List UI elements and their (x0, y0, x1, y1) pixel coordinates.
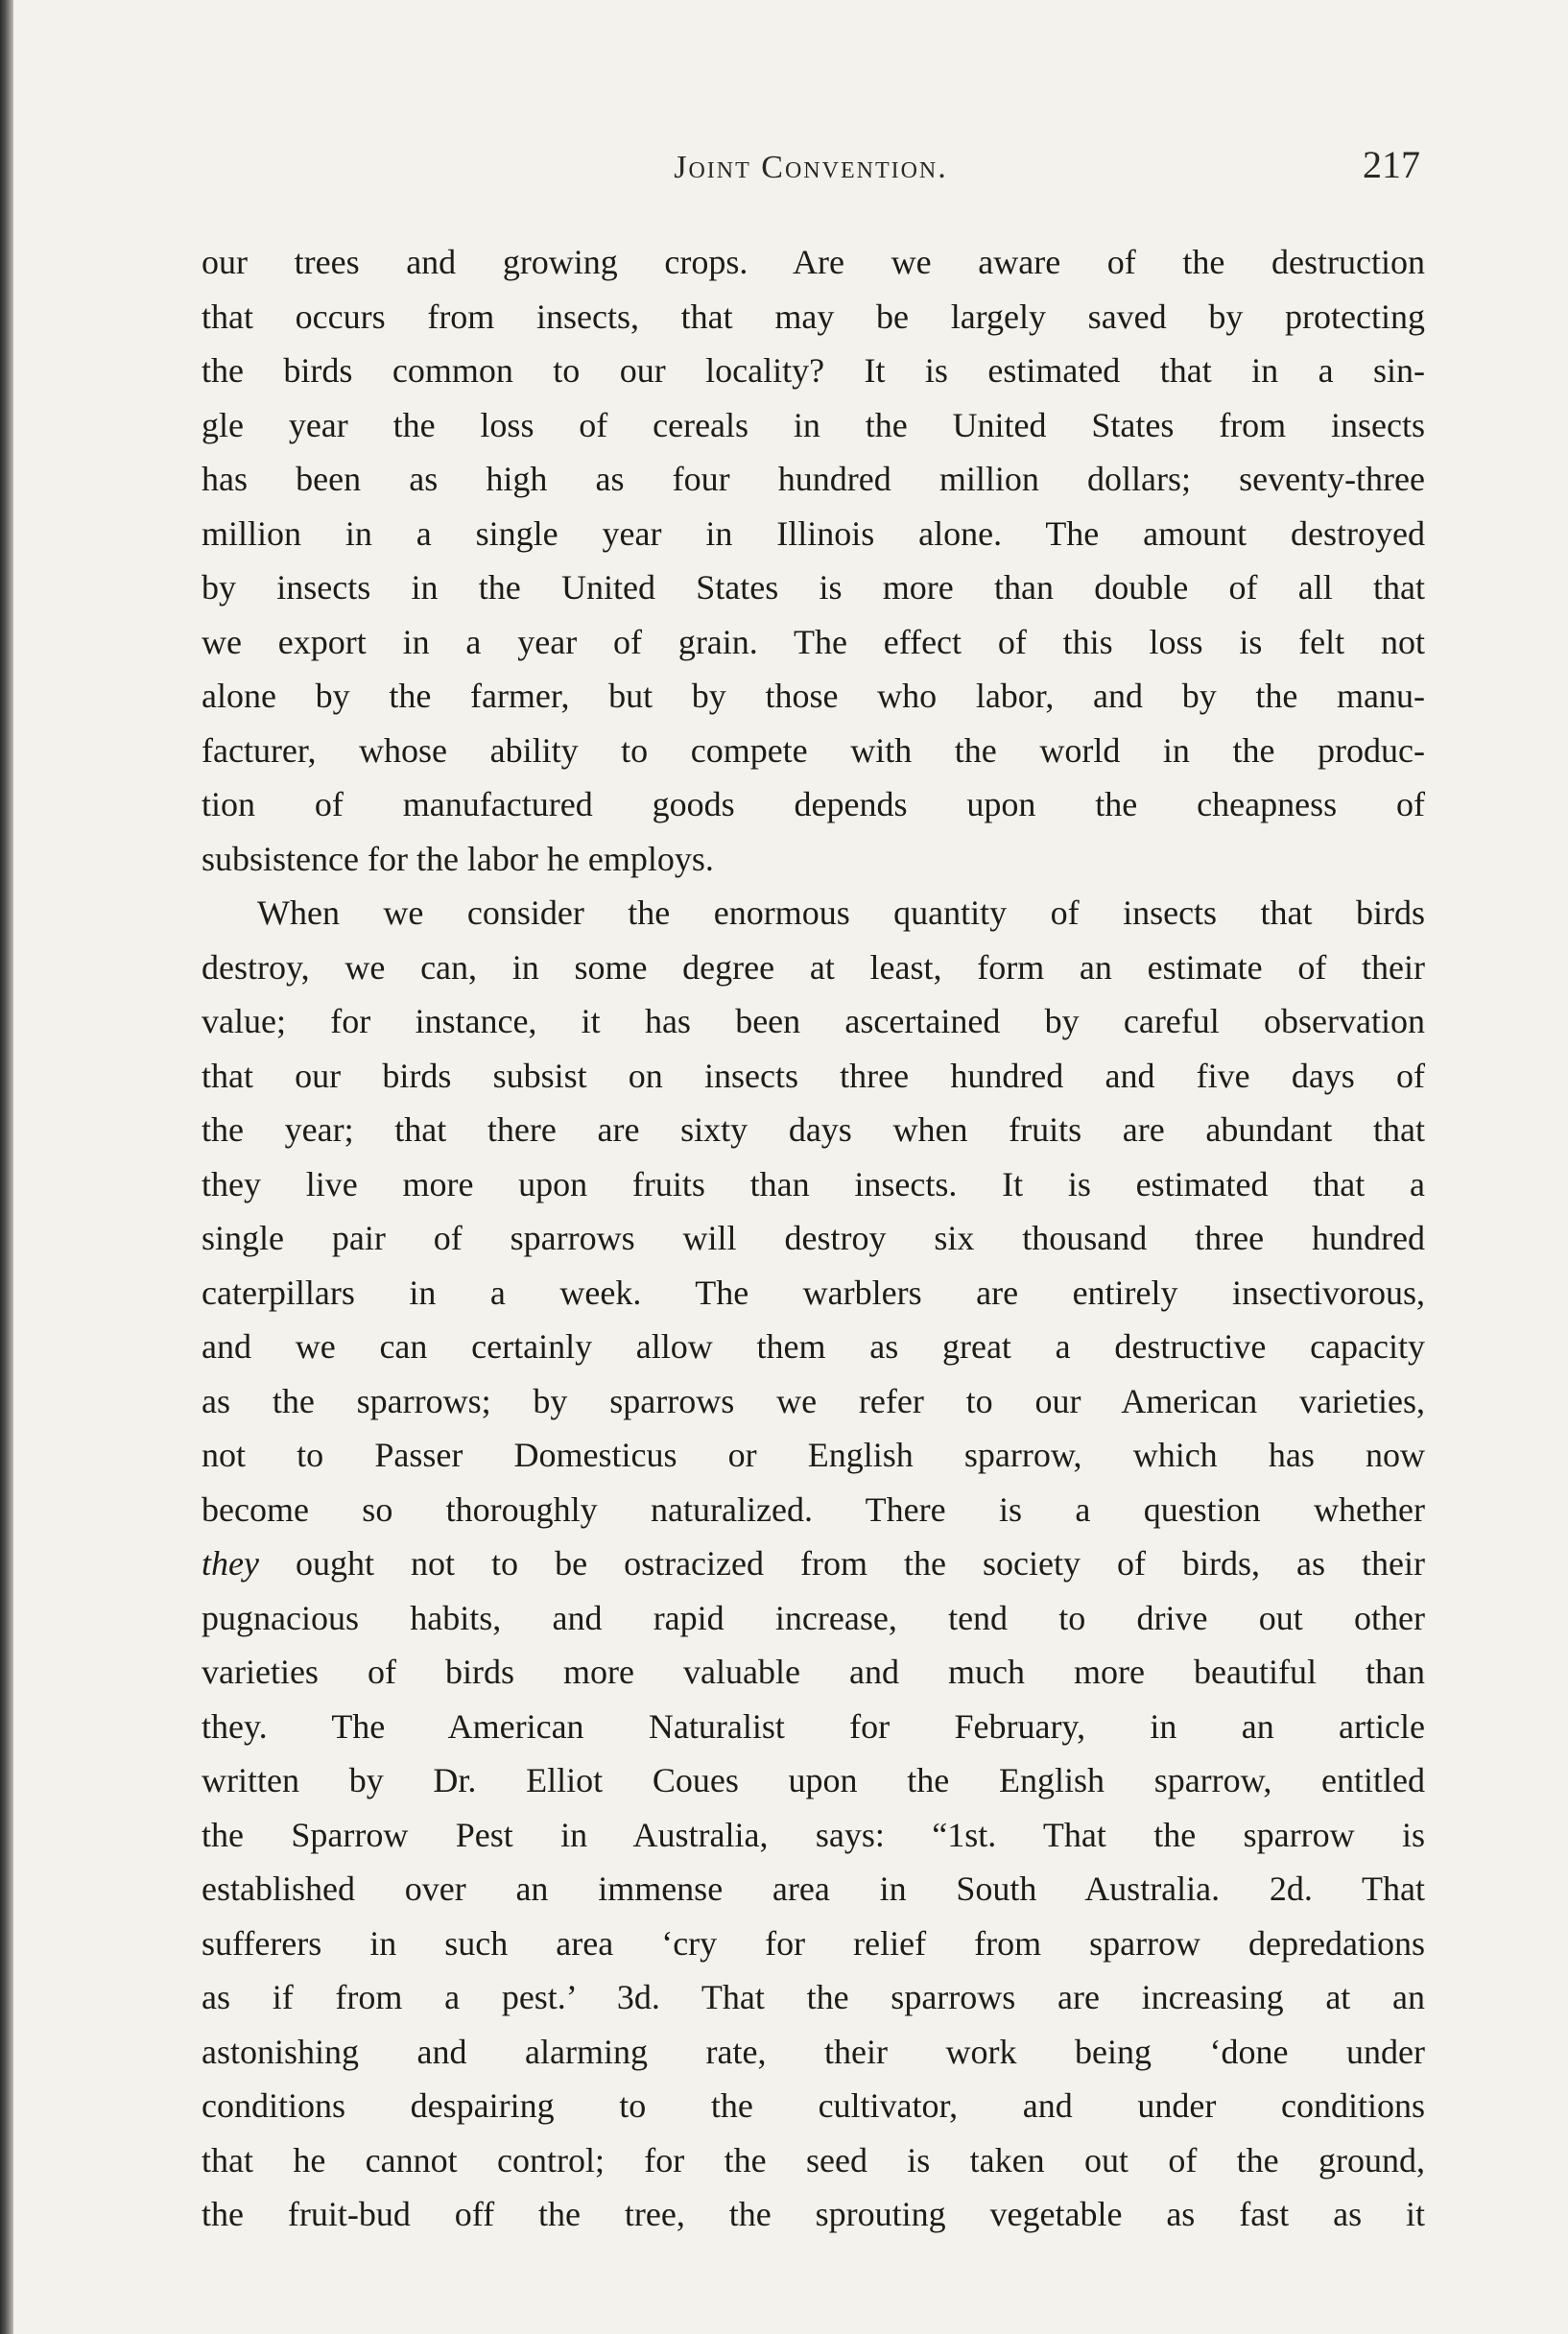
text-line: destroy, we can, in some degree at least, form an estimate of their (202, 947, 1425, 987)
text-line: they. The American Naturalist for February, in an article (202, 1706, 1425, 1746)
paragraph-first-line: When we consider the enormous quantity of insects that birds (257, 893, 1425, 932)
text-line: as the sparrows; by sparrows we refer to our American varieties, (202, 1381, 1425, 1420)
text-line: we export in a year of grain. The effect of this loss is felt not (202, 622, 1425, 661)
text-line: caterpillars in a week. The warblers are entirely insectivorous, (202, 1273, 1425, 1312)
text-line: value; for instance, it has been ascertained by careful observation (202, 1002, 1425, 1040)
text-line: our trees and growing crops. Are we aware of the destruction (202, 243, 1425, 281)
text-line: alone by the farmer, but by those who labor, and by the manu- (202, 677, 1425, 715)
text-line: the year; that there are sixty days when fruits are abundant that (202, 1110, 1425, 1149)
text-line: astonishing and alarming rate, their work being ‘done under (202, 2032, 1425, 2071)
text-line: that he cannot control; for the seed is taken out of the ground, (202, 2140, 1425, 2179)
text-line: the Sparrow Pest in Australia, says: “1st. That the sparrow is (202, 1815, 1425, 1854)
page-number: 217 (1363, 143, 1420, 186)
text-line-rest: ought not to be ostracized from the society of birds, as their (296, 1544, 1425, 1583)
text-line: million in a single year in Illinois alone. The amount destroyed (202, 513, 1425, 553)
italic-word: they (202, 1544, 259, 1583)
text-line: conditions despairing to the cultivator, and under conditions (202, 2086, 1425, 2125)
text-line: become so thoroughly naturalized. There is a question whether (202, 1489, 1425, 1529)
running-head-title: Joint Convention. (674, 150, 948, 185)
text-line: facturer, whose ability to compete with the world in the produc- (202, 730, 1425, 770)
text-line: gle year the loss of cereals in the United States from insects (202, 405, 1425, 444)
running-head (202, 142, 1420, 200)
text-line: by insects in the United States is more than double of all that (202, 568, 1425, 607)
text-line: the fruit-bud off the tree, the sprouting vegetable as fast as it (202, 2195, 1425, 2233)
text-line: not to Passer Domesticus or English sparrow, which has now (202, 1436, 1425, 1474)
text-line: they live more upon fruits than insects. It is estimated that a (202, 1164, 1425, 1203)
text-line: pugnacious habits, and rapid increase, tend to drive out other (202, 1598, 1425, 1637)
text-line: sufferers in such area ‘cry for relief from sparrow depredations (202, 1923, 1425, 1963)
text-line-with-italic (202, 1536, 1425, 1591)
text-line: varieties of birds more valuable and much more beautiful than (202, 1653, 1425, 1691)
text-line: single pair of sparrows will destroy six thousand three hundred (202, 1219, 1425, 1257)
text-line: the birds common to our locality? It is estimated that in a sin- (202, 351, 1425, 390)
body-text (202, 235, 1425, 2242)
text-line: written by Dr. Elliot Coues upon the English sparrow, entitled (202, 1761, 1425, 1799)
text-line: has been as high as four hundred million dollars; seventy-three (202, 460, 1425, 498)
text-line: tion of manufactured goods depends upon the cheapness of (202, 785, 1425, 823)
text-line: as if from a pest.’ 3d. That the sparrows are increasing at an (202, 1978, 1425, 2016)
text-line: subsistence for the labor he employs. (202, 839, 714, 878)
text-line: established over an immense area in South Australia. 2d. That (202, 1870, 1425, 1908)
text-line: that our birds subsist on insects three hundred and five days of (202, 1056, 1425, 1095)
text-line: and we can certainly allow them as great a destructive capacity (202, 1327, 1425, 1366)
text-line: that occurs from insects, that may be largely saved by protecting (202, 297, 1425, 336)
